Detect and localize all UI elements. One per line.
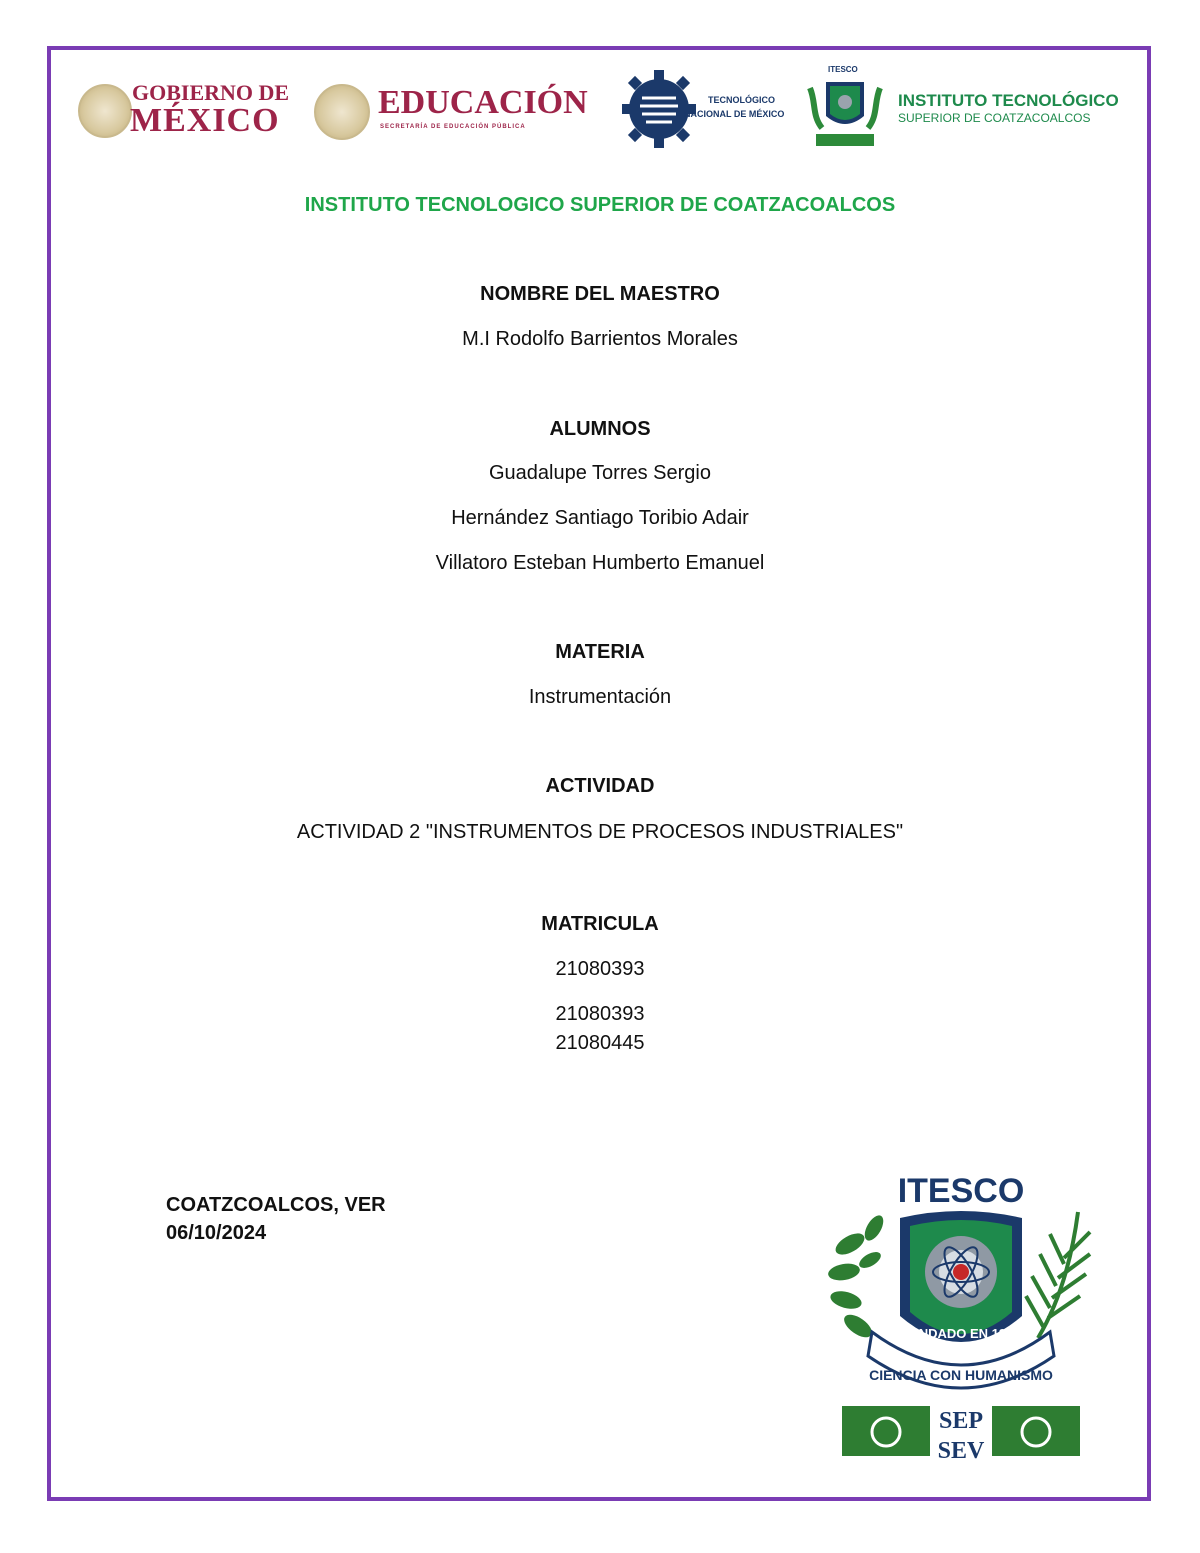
enrollment-number: 21080445 xyxy=(555,1032,645,1054)
student-name: Villatoro Esteban Humberto Emanuel xyxy=(435,552,765,574)
student-name: Hernández Santiago Toribio Adair xyxy=(451,507,749,529)
itesco-small-label: ITESCO xyxy=(828,65,858,74)
national-seal-icon xyxy=(314,84,370,140)
activity-value: ACTIVIDAD 2 "INSTRUMENTOS DE PROCESOS INDUSTRIALES" xyxy=(296,821,904,843)
activity-heading: ACTIVIDAD xyxy=(545,775,655,797)
subject-value: Instrumentación xyxy=(528,686,672,708)
instituto-logo-line1: INSTITUTO TECNOLÓGICO xyxy=(898,91,1119,110)
enrollment-number: 21080393 xyxy=(555,958,645,980)
tecnm-logo-line1: TECNOLÓGICO xyxy=(708,95,775,105)
emblem-ring-bottom: CIENCIA CON HUMANISMO xyxy=(869,1367,1053,1383)
tecnm-logo-line2: NACIONAL DE MÉXICO xyxy=(684,109,785,119)
enrollment-heading: MATRICULA xyxy=(541,913,659,935)
gobierno-logo-line2: MÉXICO xyxy=(130,102,280,139)
educacion-logo-subtitle: SECRETARÍA DE EDUCACIÓN PÚBLICA xyxy=(380,124,526,130)
itesco-small-emblem-icon xyxy=(802,76,888,152)
educacion-logo-title: EDUCACIÓN xyxy=(378,84,588,121)
emblem-sep: SEP xyxy=(938,1408,984,1434)
gobierno-logo-line1: GOBIERNO DE xyxy=(132,80,290,105)
instituto-logo-line2: SUPERIOR DE COATZACOALCOS xyxy=(898,111,1091,125)
emblem-ring-top: FUNDADO EN 1999 xyxy=(901,1326,1021,1341)
subject-heading: MATERIA xyxy=(555,641,645,663)
footer-date: 06/10/2024 xyxy=(166,1222,267,1244)
institution-title: INSTITUTO TECNOLOGICO SUPERIOR DE COATZACOALCOS xyxy=(304,194,896,216)
students-heading: ALUMNOS xyxy=(549,418,651,440)
itesco-emblem-icon xyxy=(828,1168,1094,1468)
student-name: Guadalupe Torres Sergio xyxy=(489,462,711,484)
teacher-name: M.I Rodolfo Barrientos Morales xyxy=(462,328,738,350)
emblem-sev: SEV xyxy=(937,1438,985,1464)
enrollment-number: 21080393 xyxy=(555,1003,645,1025)
footer-location: COATZCOALCOS, VER xyxy=(166,1194,386,1216)
emblem-title: ITESCO xyxy=(897,1172,1025,1210)
teacher-heading: NOMBRE DEL MAESTRO xyxy=(480,283,720,305)
national-seal-icon xyxy=(78,84,132,138)
header-logos xyxy=(70,62,1130,158)
